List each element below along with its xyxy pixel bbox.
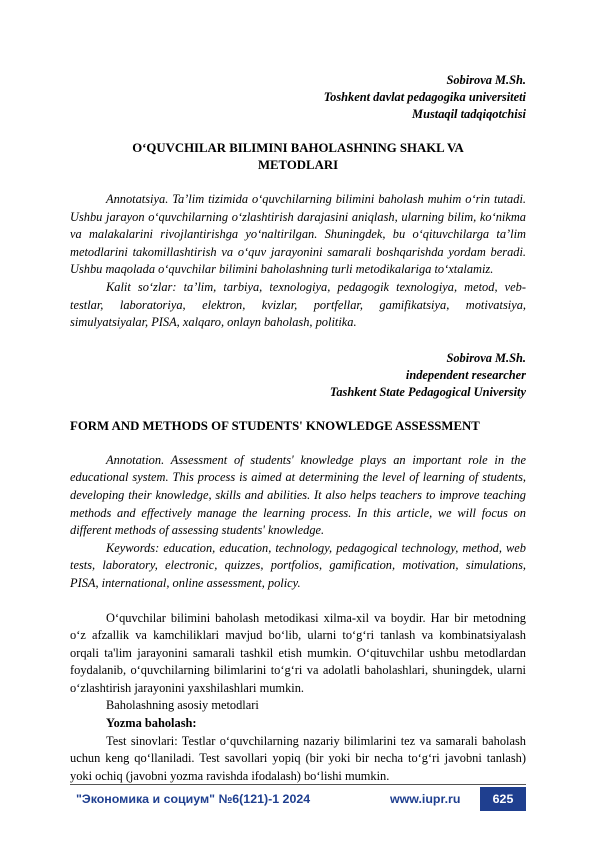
uz-keywords: Kalit so‘zlar: ta’lim, tarbiya, texnologiya, pedagogik texnologiya, metod, veb-testlar, laboratoriya, elektron, kvizlar, portfellar, gamifikatsiya, motivatsiya, simulyatsiyalar, PISA, xalqaro, onlayn baholash, politika. [70,279,526,330]
journal-name: "Экономика и социум" №6(121)-1 2024 [76,792,311,806]
uz-title [70,140,526,174]
en-abstract [70,452,526,593]
page-number: 625 [480,787,526,811]
uz-author-position: Mustaqil tadqiqotchisi [412,107,526,121]
uz-author-name: Sobirova M.Sh. [446,73,526,87]
en-title: FORM AND METHODS OF STUDENTS' KNOWLEDGE ASSESSMENT [70,418,480,433]
subsection-heading: Yozma baholash: [106,716,197,731]
page-footer [76,787,526,811]
en-author-name: Sobirova M.Sh. [446,350,526,365]
uz-title-line1: O‘QUVCHILAR BILIMINI BAHOLASHNING SHAKL VA [132,141,464,155]
section-heading: Baholashning asosiy metodlari [106,698,259,713]
footer-divider [70,784,526,785]
en-author-affiliation: Tashkent State Pedagogical University [329,384,526,399]
en-author-block [70,350,526,401]
uz-author-affiliation: Toshkent davlat pedagogika universiteti [323,90,526,104]
body-text [70,610,526,786]
uz-abstract [70,191,526,332]
page-content [70,0,526,785]
body-paragraph: O‘quvchilar bilimini baholash metodikasi xilma-xil va boydir. Har bir metodning o‘z afzallik va kamchiliklari mavjud bo‘lib, ularni to‘g‘ri tanlash va kombinatsiyalash orqali ta'lim jarayonini samarali tashkil etish mumkin. O‘qituvchilar ushbu metodlardan foydalanib, o‘quvchilarning bilimlarini to‘g‘ri va adolatli baholashlari, shuningdek, ularni o‘zlashtirish jarayonini yaxshilashlari mumkin. [70,610,526,695]
body-paragraph: Test sinovlari: Testlar o‘quvchilarning nazariy bilimlarini tez va samarali baholash uchun keng qo‘llaniladi. Test savollari yopiq (bir yoki bir necha to‘g‘ri javobni tanlash) yoki ochiq (javobni yozma ravishda ifodalash) bo‘lishi mumkin. [70,733,526,783]
uz-title-line2: METODLARI [257,158,339,172]
en-annotation: Annotation. Assessment of students' knowledge plays an important role in the educational system. This process is aimed at determining the level of learning of students, developing their knowledge, skills and abilities. It also helps teachers to improve teaching methods and effectively manage the learning process. In this article, we will focus on different methods of assessing students' knowledge. [70,452,526,538]
en-keywords: Keywords: education, education, technology, pedagogical technology, method, web tests, laboratory, electronic, quizzes, portfolios, gamification, motivation, simulations, PISA, international, online assessment, policy. [70,540,526,590]
uz-annotation: Annotatsiya. Ta’lim tizimida o‘quvchilarning bilimini baholash muhim o‘rin tutadi. Ushbu jarayon o‘quvchilarning o‘zlashtirish darajasini aniqlash, ularning bilim, ko‘nikma va malakalarini rivojlantirishga yo‘naltirilgan. Shuningdek, bu o‘qituvchilarga ta’lim metodlarini takomillashtirish va o‘quv jarayonini samarali boshqarishda yordam beradi. Ushbu maqolada o‘quvchilar bilimini baholashning turli metodikalariga to‘xtalamiz. [70,192,526,277]
uz-author-block [70,72,526,123]
en-author-position: independent researcher [405,367,526,382]
journal-website-link[interactable]: www.iupr.ru [390,792,461,806]
